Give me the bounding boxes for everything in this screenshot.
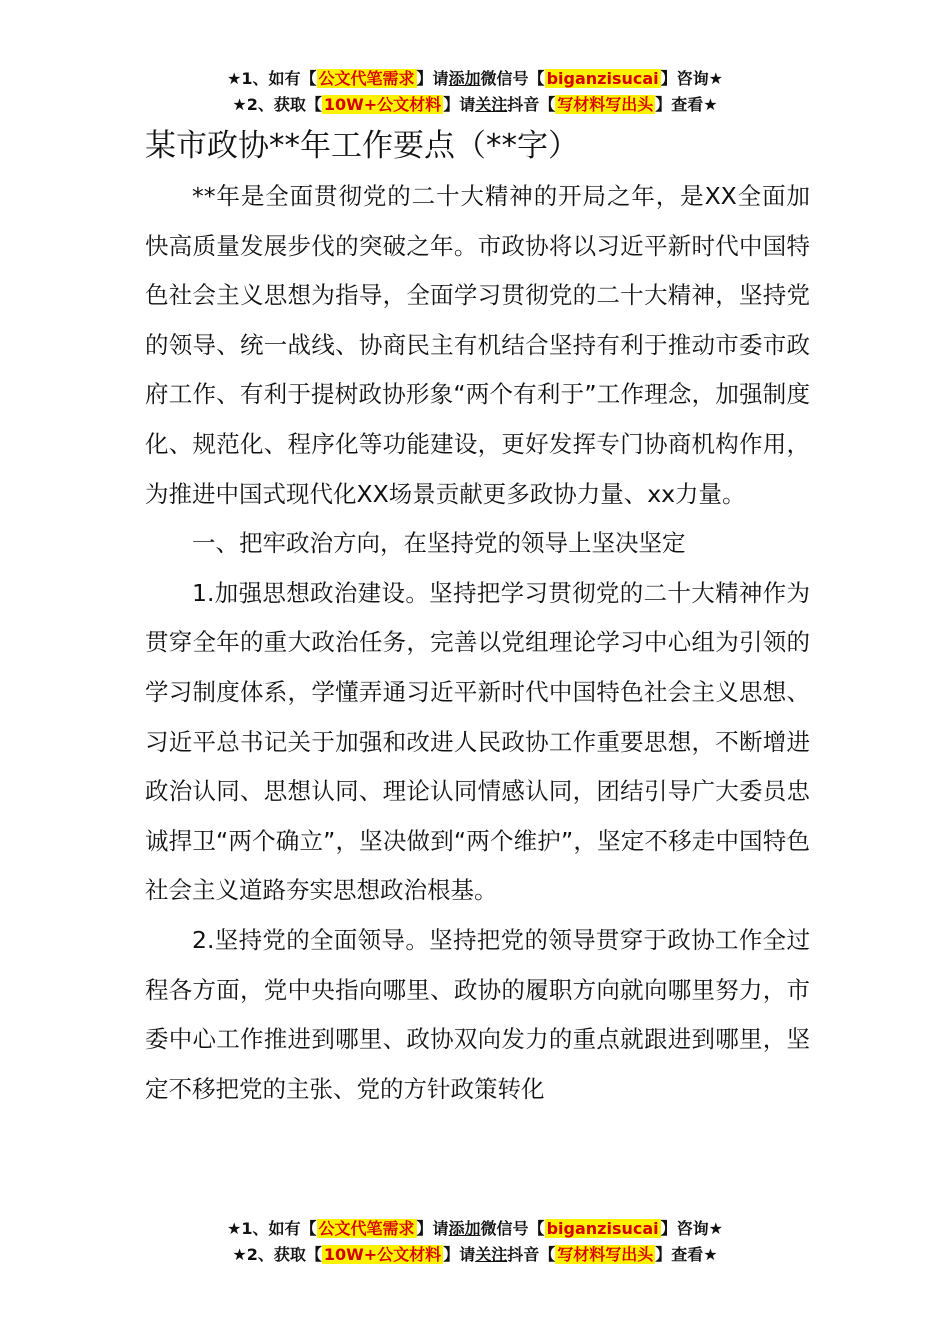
highlight-wechat-id: biganzisucai xyxy=(546,69,659,88)
highlight-douyin: 写材料写出头 xyxy=(557,95,654,114)
document-body xyxy=(145,124,810,1114)
highlight-service: 公文代笔需求 xyxy=(318,1219,415,1238)
document-title: 某市政协**年工作要点（**字） xyxy=(145,128,579,164)
bottom-banner xyxy=(0,1216,950,1268)
banner-line-2: ★2、获取【 10W+公文材料 】请关注抖音【 写材料写出头 】查看★ xyxy=(232,1245,718,1264)
banner-line-1: ★1、如有【 公文代笔需求 】请添加微信号【 biganzisucai 】咨询★ xyxy=(227,69,723,88)
highlight-wechat-id: biganzisucai xyxy=(546,1219,659,1238)
highlight-materials: 10W+公文材料 xyxy=(323,95,442,114)
highlight-materials: 10W+公文材料 xyxy=(323,1245,442,1264)
banner-line-2: ★2、获取【 10W+公文材料 】请关注抖音【 写材料写出头 】查看★ xyxy=(232,95,718,114)
section-heading-1: 一、把牢政治方向，在坚持党的领导上坚决坚定 xyxy=(192,529,686,558)
item-paragraph-1: 1.加强思想政治建设。坚持把学习贯彻党的二十大精神作为贯穿全年的重大政治任务，完善以党组理论学习中心组为引领的学习制度体系，学懂弄通习近平新时代中国特色社会主义思想、习近平总书记关于加强和改进人民政协工作重要思想，不断增进政治认同、思想认同、理论认同情感认同，团结引导广大委员忠诚捍卫“两个确立”，坚决做到“两个维护”，坚定不移走中国特色社会主义道路夯实思想政治根基。 xyxy=(145,578,810,905)
highlight-service: 公文代笔需求 xyxy=(318,69,415,88)
highlight-douyin: 写材料写出头 xyxy=(557,1245,654,1264)
intro-paragraph: **年是全面贯彻党的二十大精神的开局之年，是XX全面加快高质量发展步伐的突破之年。市政协将以习近平新时代中国特色社会主义思想为指导，全面学习贯彻党的二十大精神，坚持党的领导、统一战线、协商民主有机结合坚持有利于推动市委市政府工作、有利于提树政协形象“两个有利于”工作理念，加强制度化、规范化、程序化等功能建设，更好发挥专门协商机构作用，为推进中国式现代化XX场景贡献更多政协力量、xx力量。 xyxy=(145,182,810,508)
banner-line-1: ★1、如有【 公文代笔需求 】请添加微信号【 biganzisucai 】咨询★ xyxy=(227,1219,723,1238)
item-paragraph-2: 2.坚持党的全面领导。坚持把党的领导贯穿于政协工作全过程各方面，党中央指向哪里、政协的履职方向就向哪里努力，市委中心工作推进到哪里、政协双向发力的重点就跟进到哪里，坚定不移把党的主张、党的方针政策转化 xyxy=(145,925,810,1103)
top-banner xyxy=(0,66,950,118)
